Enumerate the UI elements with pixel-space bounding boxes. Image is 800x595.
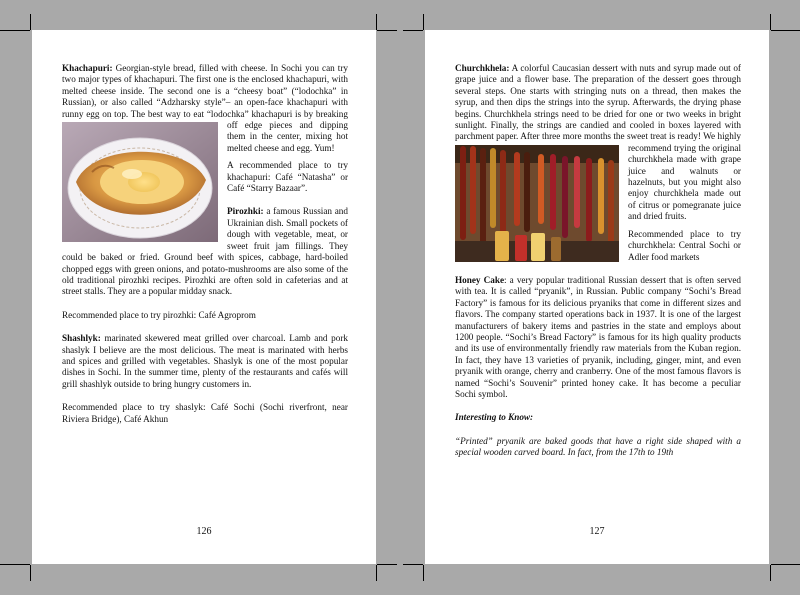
crop-mark [423,565,424,581]
crop-mark [403,564,423,565]
shashlyk-title: Shashlyk: [62,333,101,344]
page-right-content [455,63,741,459]
shashlyk-text: marinated skewered meat grilled over charcoal. Lamb and pork shaslyk I believe are the most delicious. The meat is marinated with herbs and spices and grilled with vegetables. Shaslyk is one of the most popular dishes in Sochi. In the summer time, plenty of the restaurants and cafés will grill shashlyk outside to bring hungry customers in. [62,333,348,389]
page-left-content [62,63,348,437]
crop-mark [0,30,30,31]
page-right [425,30,769,564]
crop-mark [376,565,377,581]
churchkhela-text [455,63,741,221]
interesting-text: “Printed” pryanik are baked goods that have a right side shaped with a special wooden carved board. In fact, from the 17th to 19th [455,435,741,458]
churchkhela-title: Churchkhela: [455,63,510,73]
khachapuri-title: Khachapuri: [62,63,113,73]
churchkhela-photo [455,145,619,262]
interesting-paragraph [455,436,741,459]
crop-mark [771,564,800,565]
crop-mark [770,14,771,30]
crop-mark [403,30,423,31]
pirozhki-title: Pirozhki: [227,206,264,217]
crop-mark [423,14,424,30]
paragraph-text-part: trying the original churchkhela made with grape juice and walnuts or hazelnuts, but you might also enjoy churchkhela made out of citrus or pomegranate juice and dried fruits. [628,142,741,222]
churchkhela-paragraph [455,63,741,223]
crop-mark [0,564,30,565]
paragraph-text-part: Georgian-style bread, filled with cheese. In Sochi you can try two major types of khachapuri. The first one is the enclosed khachapuri, with melted cheese inside. The second one is a “cheesy boat” (“lodochka” in Russian), or also called “Adzharsky style”– an open-face khachapuri with runny egg on top. The best way to eat “lodochka” khachapuri is by breaking off edge pieces and dipping [62,63,348,131]
page-number-right: 127 [589,526,605,537]
khachapuri-recommendation: A recommended place to try khachapuri: Café “Natasha” or Café “Starry Bazaar”. [227,160,348,194]
honey-cake-paragraph [455,275,741,400]
crop-mark [30,565,31,581]
honey-cake-text: : a very popular traditional Russian dessert that is often served with tea. It is called “pryanik”, in Russian. Public company “Sochi’s Bread Factory” is famous for its delicious pryaniks that come in different sizes and flavors. The company started operations back in 1937. It is one of the largest manufacturers of bakery items and pastries in the state and employs about 1200 people. “Sochi’s Bread Factory” is famous for its high quality products and its use of environmentally friendly raw materials from the Kuban region. In fact, they have 13 varieties of pryanik, including, ginger, mint, and even pryanik with orange, cherry and cranberry. One of the most famous flavors is named “Sochi’s Souvenir” printed honey cake. It has become a peculiar Sochi symbol. [455,274,742,399]
khachapuri-text-1 [62,63,348,153]
khachapuri-paragraph [62,63,348,154]
page-number-left: 126 [196,526,212,537]
shashlyk-recommendation: Recommended place to try shaslyk: Café Sochi (Sochi riverfront, near Riviera Bridge), Café Akhun [62,402,348,424]
interesting-heading-text: Interesting to Know: [455,412,534,423]
honey-cake-title: Honey Cake [455,274,505,285]
paragraph-text-part: A colorful Caucasian dessert with nuts and syrup made out of grape juice and a flower base. The preparation of the dessert goes through several steps. One starts with stringing nuts on a thread, then makes the syrup, and then dips the strings into the syrup. Afterwards, the drying phase begins. Churchkhela strings need to be dried for one or two weeks in bright sunlight. Finally, the strings are candied and cooled in boxes layered with parchment paper. After three more months the sweet treat is ready! We highly recommend [455,63,741,153]
shashlyk-paragraph [62,333,348,390]
khachapuri-photo [62,122,218,242]
churchkhela-recommendation: Recommended place to try churchkhela: Central Sochi or Adler food markets [628,228,741,262]
crop-mark [377,30,397,31]
crop-mark [770,565,771,581]
crop-mark [30,14,31,30]
pirozhki-text: a famous Russian and Ukrainian dish. Small pockets of dough with vegetable, meat, or sweet fruit jam fillings. They could be baked or fried. Ground beef with spices, cabbage, hard-boiled chopped eggs with green onions, and potato-mushrooms are also some of the old traditional pirozhki recipes. Pirozhki are often sold in cafeterias and at street stalls. They are a popular midday snack. [62,206,348,297]
page-left [32,30,376,564]
interesting-heading [455,412,741,423]
crop-mark [376,14,377,30]
crop-mark [377,564,397,565]
crop-mark [771,30,800,31]
pirozhki-recommendation: Recommended place to try pirozhki: Café Agroprom [62,309,256,320]
paragraph-text-part: them in the center, mixing hot melted cheese and egg. Yum! [227,131,348,153]
